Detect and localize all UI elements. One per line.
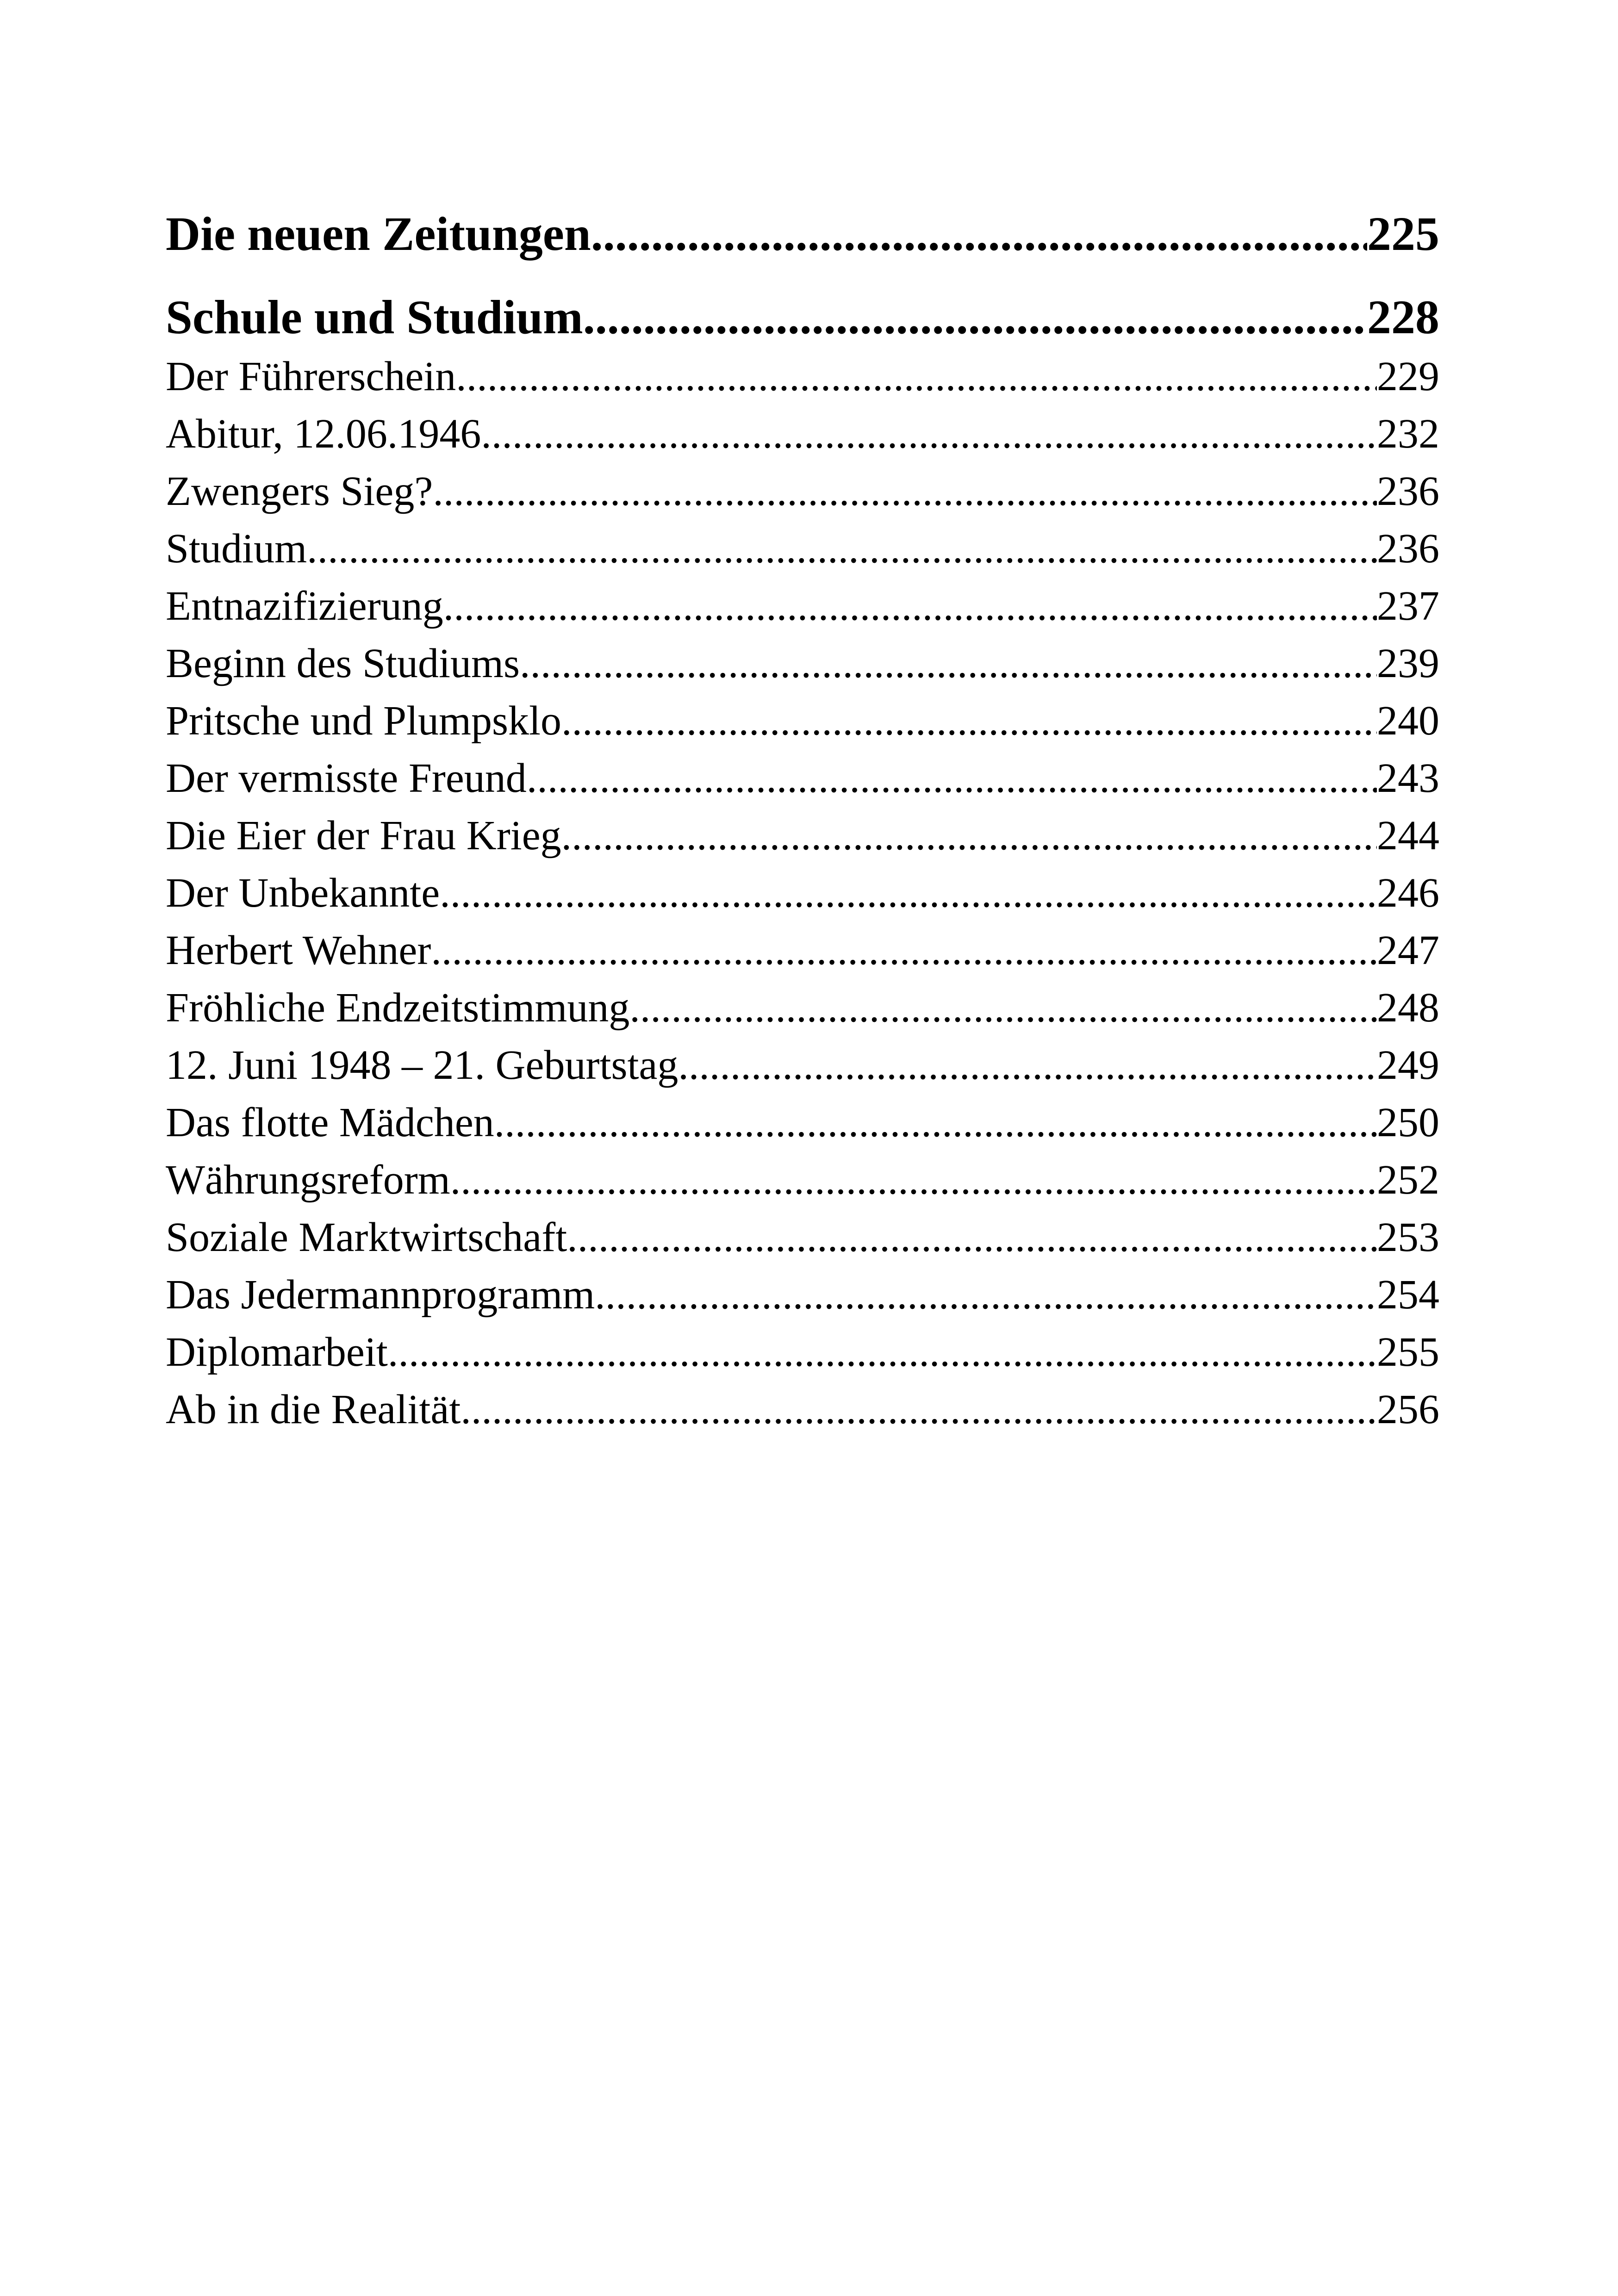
- toc-page-number: 236: [1377, 468, 1439, 514]
- toc-dot-leader: [307, 520, 1377, 578]
- toc-dot-leader: [494, 1094, 1377, 1151]
- toc-entry[interactable]: [166, 463, 1439, 520]
- toc-page-number: 247: [1377, 927, 1439, 973]
- toc-entry[interactable]: [166, 750, 1439, 807]
- toc-entry-title: Der Führerschein: [166, 354, 456, 399]
- toc-entry-title: Fröhliche Endzeitstimmung: [166, 985, 630, 1031]
- toc-dot-leader: [450, 1151, 1377, 1209]
- toc-entry[interactable]: [166, 1094, 1439, 1151]
- toc-entry[interactable]: [166, 1151, 1439, 1209]
- toc-entry-title: Ab in die Realität: [166, 1387, 461, 1432]
- toc-entry[interactable]: [166, 635, 1439, 692]
- toc-entry-title: Der Unbekannte: [166, 870, 440, 916]
- toc-dot-leader: [561, 692, 1377, 750]
- toc-entry-title: Pritsche und Plumpsklo: [166, 698, 562, 744]
- toc-entry[interactable]: [166, 979, 1439, 1037]
- toc-dot-leader: [481, 405, 1377, 463]
- toc-entry[interactable]: [166, 520, 1439, 578]
- toc-entry[interactable]: [166, 692, 1439, 750]
- toc-page-number: 249: [1377, 1042, 1439, 1088]
- toc-dot-leader: [527, 750, 1377, 807]
- toc-entry-title: Der vermisste Freund: [166, 755, 527, 801]
- toc-entry-title: Die Eier der Frau Krieg: [166, 813, 561, 859]
- toc-page-number: 243: [1377, 755, 1439, 801]
- toc-entry[interactable]: [166, 922, 1439, 979]
- toc-dot-leader: [629, 979, 1377, 1037]
- toc-entry[interactable]: [166, 1324, 1439, 1381]
- toc-entry-title: Soziale Marktwirtschaft: [166, 1214, 567, 1260]
- toc-dot-leader: [567, 1209, 1377, 1266]
- toc-dot-leader: [440, 865, 1377, 922]
- toc-entry-title: Herbert Wehner: [166, 927, 431, 973]
- toc-entry-title: 12. Juni 1948 – 21. Geburtstag: [166, 1042, 678, 1088]
- toc-chapter-title: Schule und Studium: [166, 291, 583, 344]
- toc-page-number: 253: [1377, 1214, 1439, 1260]
- toc-page-number: 237: [1377, 583, 1439, 629]
- toc-dot-leader: [561, 807, 1377, 865]
- toc-dot-leader: [461, 1381, 1377, 1438]
- toc-entry[interactable]: [166, 348, 1439, 405]
- toc-chapter-die-neuen-zeitungen[interactable]: [166, 204, 1439, 265]
- toc-entry-title: Das flotte Mädchen: [166, 1100, 494, 1145]
- toc-entry[interactable]: [166, 578, 1439, 635]
- toc-entry[interactable]: [166, 865, 1439, 922]
- toc-entry-title: Studium: [166, 526, 307, 572]
- toc-entry[interactable]: [166, 1381, 1439, 1438]
- toc-page-number: 252: [1377, 1157, 1439, 1203]
- toc-page-number: 256: [1377, 1387, 1439, 1432]
- toc-entry-title: Das Jedermannprogramm: [166, 1272, 595, 1318]
- toc-dot-leader: [595, 1266, 1377, 1324]
- toc-page-number: 239: [1377, 641, 1439, 686]
- toc-entry-title: Zwengers Sieg?: [166, 468, 433, 514]
- toc-page-number: 236: [1377, 526, 1439, 572]
- toc-page-number: 240: [1377, 698, 1439, 744]
- toc-dot-leader: [520, 635, 1377, 692]
- toc-entry[interactable]: [166, 807, 1439, 865]
- toc-entry-title: Beginn des Studiums: [166, 641, 520, 686]
- toc-dot-leader: [433, 463, 1377, 520]
- toc-page-number: 250: [1377, 1100, 1439, 1145]
- toc-dot-leader: [388, 1324, 1377, 1381]
- toc-page-number: 254: [1377, 1272, 1439, 1318]
- toc-dot-leader: [583, 287, 1367, 348]
- toc-page-number: 255: [1377, 1329, 1439, 1375]
- toc-entry-title: Entnazifizierung: [166, 583, 443, 629]
- toc-entry[interactable]: [166, 1037, 1439, 1094]
- toc-dot-leader: [678, 1037, 1377, 1094]
- toc-page-number: 232: [1377, 411, 1439, 457]
- toc-entry[interactable]: [166, 1266, 1439, 1324]
- toc-page-number: 244: [1377, 813, 1439, 859]
- toc-dot-leader: [591, 204, 1367, 265]
- table-of-contents: [166, 204, 1439, 1438]
- toc-chapter-title: Die neuen Zeitungen: [166, 207, 591, 261]
- toc-entry-title: Diplomarbeit: [166, 1329, 388, 1375]
- toc-entry-title: Abitur, 12.06.1946: [166, 411, 481, 457]
- toc-page-number: 225: [1367, 207, 1439, 261]
- toc-page-number: 246: [1377, 870, 1439, 916]
- toc-page-number: 248: [1377, 985, 1439, 1031]
- toc-dot-leader: [431, 922, 1377, 979]
- toc-dot-leader: [443, 578, 1377, 635]
- toc-dot-leader: [456, 348, 1377, 405]
- toc-page-number: 229: [1377, 354, 1439, 399]
- toc-entry[interactable]: [166, 405, 1439, 463]
- toc-entry[interactable]: [166, 1209, 1439, 1266]
- toc-entry-title: Währungsreform: [166, 1157, 450, 1203]
- toc-page-number: 228: [1367, 291, 1439, 344]
- toc-chapter-schule-und-studium[interactable]: [166, 287, 1439, 348]
